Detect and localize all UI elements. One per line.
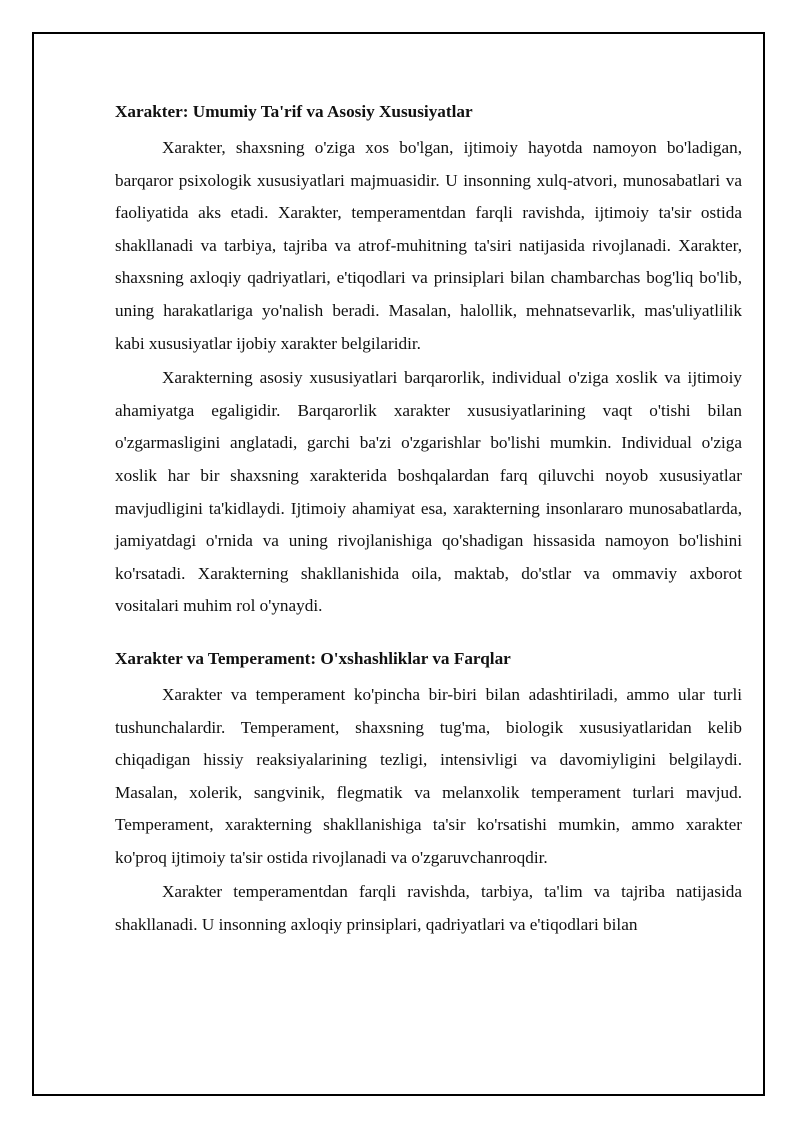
paragraph-1: Xarakter, shaxsning o'ziga xos bo'lgan, ijtimoiy hayotda namoyon bo'ladigan, barqaror psixologik xususiyatlari majmuasidir. U insonning xulq-atvori, munosabatlari va faoliyatida aks etadi. Xarakter, temperamentdan farqli ravishda, ijtimoiy ta'sir ostida shakllanadi va tarbiya, tajriba va atrof-muhitning ta'siri natijasida rivojlanadi. Xarakter, shaxsning axloqiy qadriyatlari, e'tiqodlari va prinsiplari bilan chambarchas bog'liq bo'lib, uning harakatlariga yo'nalish beradi. Masalan, halollik, mehnatsevarlik, mas'uliyatlilik kabi xususiyatlar ijobiy xarakter belgilaridir. bbox=[115, 138, 742, 353]
paragraph-4: Xarakter temperamentdan farqli ravishda, tarbiya, ta'lim va tajriba natijasida shakllanadi. U insonning axloqiy prinsiplari, qadriyatlari va e'tiqodlari bilan bbox=[115, 882, 742, 935]
paragraph-3: Xarakter va temperament ko'pincha bir-biri bilan adashtiriladi, ammo ular turli tushunchalardir. Temperament, shaxsning tug'ma, biologik xususiyatlaridan kelib chiqadigan hissiy reaksiyalarining tezligi, intensivligi va davomiyligini belgilaydi. Masalan, xolerik, sangvinik, flegmatik va melanxolik temperament turlari mavjud. Temperament, xarakterning shakllanishiga ta'sir ko'rsatishi mumkin, ammo xarakter ko'proq ijtimoiy ta'sir ostida rivojlanadi va o'zgaruvchanroqdir. bbox=[115, 684, 742, 867]
paragraph-2: Xarakterning asosiy xususiyatlari barqarorlik, individual o'ziga xoslik va ijtimoiy ahamiyatga egaligidir. Barqarorlik xarakter xususiyatlarining vaqt o'tishi bilan o'zgarmasligini anglatadi, garchi ba'zi o'zgarishlar bo'lishi mumkin. Individual o'ziga xoslik har bir shaxsning xarakterida boshqalardan farq qiluvchi noyob xususiyatlar mavjudligini ta'kidlaydi. Ijtimoiy ahamiyat esa, xarakterning insonlararo munosabatlarda, jamiyatdagi o'rnida va uning rivojlanishiga qo'shadigan hissasida namoyon bo'lishini ko'rsatadi. Xarakterning shakllanishida oila, maktab, do'stlar va ommaviy axborot vositalari muhim rol o'ynaydi. bbox=[115, 368, 742, 616]
document-body bbox=[115, 96, 742, 944]
section-heading-1: Xarakter: Umumiy Ta'rif va Asosiy Xususiyatlar bbox=[115, 102, 473, 121]
section-heading-2: Xarakter va Temperament: O'xshashliklar va Farqlar bbox=[115, 648, 511, 668]
